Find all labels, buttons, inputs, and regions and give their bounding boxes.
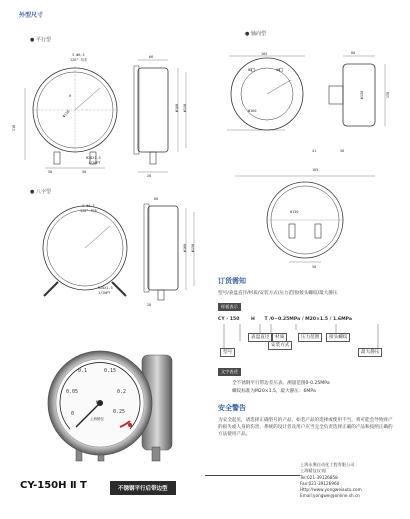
code-mount: T xyxy=(264,317,268,322)
oct-dim-side-mid1: Φ160 xyxy=(183,243,188,253)
fax: Fax:021-39126960 xyxy=(300,480,340,486)
axial-dim-bottom1: 41 xyxy=(312,149,317,153)
code-model: CY xyxy=(218,317,225,322)
model-caption: 不锈钢平行后带边型 xyxy=(110,481,176,495)
label-material: 材质 xyxy=(272,333,287,342)
axial-dim-side-right: 158 xyxy=(386,91,391,99)
contact-block xyxy=(300,462,362,500)
safety-title: 安全警告 xyxy=(218,404,246,412)
code-thread: M20×1.5 xyxy=(305,317,329,322)
bullet-icon: ● xyxy=(245,31,250,37)
dim-thread1: M20X1.5 xyxy=(86,156,101,160)
ordering-line: 型号/表盘直径/材质/安装方式/压力范围/接头螺纹/最大静压 xyxy=(218,291,338,296)
label-range: 压力范围 xyxy=(298,333,322,342)
dim-bottom-left: 50 xyxy=(48,170,53,174)
bullet-icon: ● xyxy=(30,37,35,43)
example-tag: 样板表示 xyxy=(218,303,241,311)
axial-type-text: 轴向型 xyxy=(250,31,266,37)
rear-dim-bottom: 50 xyxy=(312,265,317,269)
code-range: /0~0.25MPa xyxy=(269,317,301,322)
safety-body: 为安全起见，请选择正确型号的产品，如若产品的选择或使用不当，将可能会导致财产的损失或人身的伤害，系统的设计者及用户应当完全负责选择正确的产品和按照正确的方法使用产品。 xyxy=(218,418,393,438)
oct-dim-thread2: 1/2NPT xyxy=(98,291,111,295)
order-code: CY - 150 H T /0~0.25MPa / M20×1.5 / 1.6MPa xyxy=(218,317,353,322)
gauge-tick-0: 0 xyxy=(71,411,75,417)
dim-bottom-right: 50 xyxy=(82,170,87,174)
ordering-title: 订货需知 xyxy=(218,277,246,285)
gauge-tick-025: 0.25 xyxy=(113,409,126,415)
oct-dim-note1: 3-Φ6.5 xyxy=(82,204,95,208)
axial-dim-top: 165 xyxy=(261,52,268,56)
axial-dim-d2: Φ6 xyxy=(276,68,281,72)
bullet-icon: ● xyxy=(30,189,35,195)
rear-dim-mid: Φ150 xyxy=(290,210,299,214)
gauge-tick-01: 0.1 xyxy=(78,368,88,374)
dim-h: H xyxy=(69,94,72,98)
flat-type-label xyxy=(30,36,51,43)
axial-dim-side-top: 80 xyxy=(351,51,356,55)
email: Email:yongwei@online.sh.cn xyxy=(300,493,360,499)
dim-side-bottom: 28 xyxy=(147,174,152,178)
dim-note1: 3-Φ6.5 xyxy=(72,53,85,57)
code-material: H xyxy=(251,317,255,322)
octagon-type-text: 八字型 xyxy=(35,189,51,195)
octagon-type-label xyxy=(30,188,51,195)
oct-dim-note2: 120° 均布 xyxy=(80,209,98,213)
gauge-unit: MPa xyxy=(96,400,104,405)
text-desc-line2: 螺纹标准为M20×1.5，最大静压：6MPa xyxy=(232,389,316,394)
gauge-tick-015: 0.15 xyxy=(104,368,117,374)
rear-type-drawing xyxy=(225,172,400,267)
label-thread: 接头螺纹 xyxy=(326,333,350,342)
axial-type-label xyxy=(245,30,266,37)
code-static: 1.6MPa xyxy=(332,317,353,322)
rear-dim-top: 165 xyxy=(312,168,319,172)
dim-note2: 120° 均布 xyxy=(70,58,88,62)
axial-dim-bottom2: 56 xyxy=(340,149,345,153)
code-dial: 150 xyxy=(229,317,240,322)
label-model: 型号 xyxy=(220,348,235,357)
text-desc-line1: 全不锈钢平行带边差压表。测量范围0-0.25MPa xyxy=(232,381,330,386)
gauge-photo xyxy=(42,345,182,470)
text-desc-tag: 文字表述 xyxy=(218,368,241,376)
model-name: CY-150H Ⅱ T xyxy=(20,480,87,491)
flat-type-drawing xyxy=(20,48,200,178)
tel: Tel:021-39126858 xyxy=(300,474,338,480)
footer-rule xyxy=(205,475,300,476)
dim-side-mid2: Φ150 xyxy=(183,103,188,113)
label-dial: 表盘直径 xyxy=(248,333,272,342)
website: Http://www.yongweiauto.com xyxy=(300,487,362,493)
dim-thread2: 1/2NPT xyxy=(88,161,101,165)
axial-dim-r: Φ160 xyxy=(248,109,257,113)
axial-type-drawing xyxy=(225,50,400,150)
section-title: 外型尺寸 xyxy=(19,12,44,19)
gauge-brand: 上海精仪 xyxy=(90,417,104,421)
dim-left: 118 xyxy=(12,124,17,132)
company-name: 上海永聚自动化工程有限公司 xyxy=(300,462,355,467)
dim-side-mid1: Φ160 xyxy=(175,103,180,113)
oct-dim-side-top: 66 xyxy=(154,197,159,201)
axial-dim-side-mid: Φ150 xyxy=(360,90,365,100)
oct-dim-thread1: M20X1.5 xyxy=(98,286,113,290)
company-name-2: 上海精仪仪表厂 xyxy=(300,468,330,474)
dim-dia: Φ150 xyxy=(61,109,71,119)
label-static: 最大静压 xyxy=(358,348,382,357)
gauge-tick-005: 0.05 xyxy=(66,389,79,395)
dim-side-top: 66 xyxy=(149,55,154,59)
label-mount: 安装方式 xyxy=(268,341,292,350)
flat-type-text: 平行型 xyxy=(35,37,51,43)
oct-dim-side-mid2: Φ150 xyxy=(191,243,196,253)
gauge-tick-02: 0.2 xyxy=(117,389,127,395)
oct-dim-side-bottom: 28 xyxy=(147,303,152,307)
axial-dim-d1: Φ5 xyxy=(248,68,253,72)
